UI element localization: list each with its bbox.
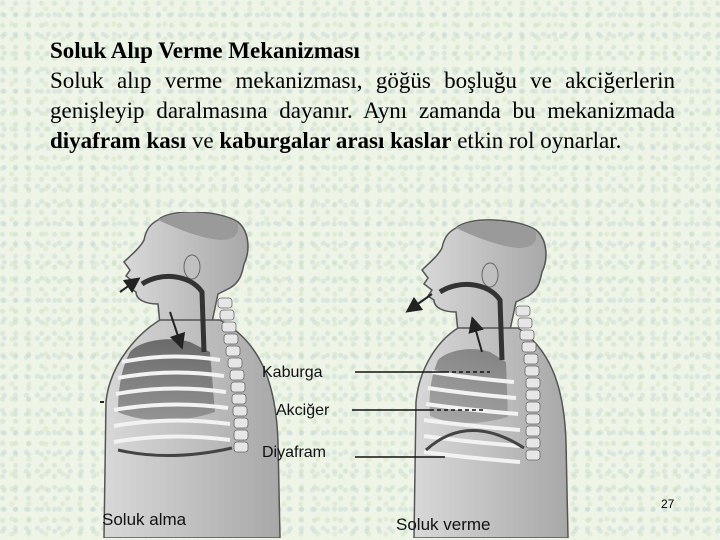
page-number: 27 (661, 497, 675, 511)
inhale-figure (100, 212, 280, 538)
label-lung: Akciğer (276, 402, 330, 419)
breathing-diagram (100, 212, 700, 538)
paragraph-bold-intercostal: kaburgalar arası kaslar (219, 128, 452, 153)
paragraph-text-2: ve (186, 128, 220, 153)
exhale-arrow (412, 294, 432, 308)
caption-inhale: Soluk alma (102, 510, 187, 529)
caption-exhale: Soluk verme (396, 515, 491, 534)
label-diaphragm: Diyafram (262, 444, 327, 461)
slide-title: Soluk Alıp Verme Mekanizması (50, 38, 360, 63)
paragraph-text-1: Soluk alıp verme mekanizması, göğüs boşluğu ve akciğerlerin genişleyip daralmasına dayanır. Aynı zamanda bu mekanizmada (50, 68, 675, 123)
label-rib: Kaburga (262, 364, 323, 381)
paragraph-bold-diaphragm: diyafram kası (50, 128, 187, 153)
paragraph-text-3: etkin rol oynarlar. (451, 128, 622, 153)
slide-paragraph (50, 66, 675, 156)
slide-text (50, 36, 675, 156)
exhale-figure (412, 220, 568, 538)
